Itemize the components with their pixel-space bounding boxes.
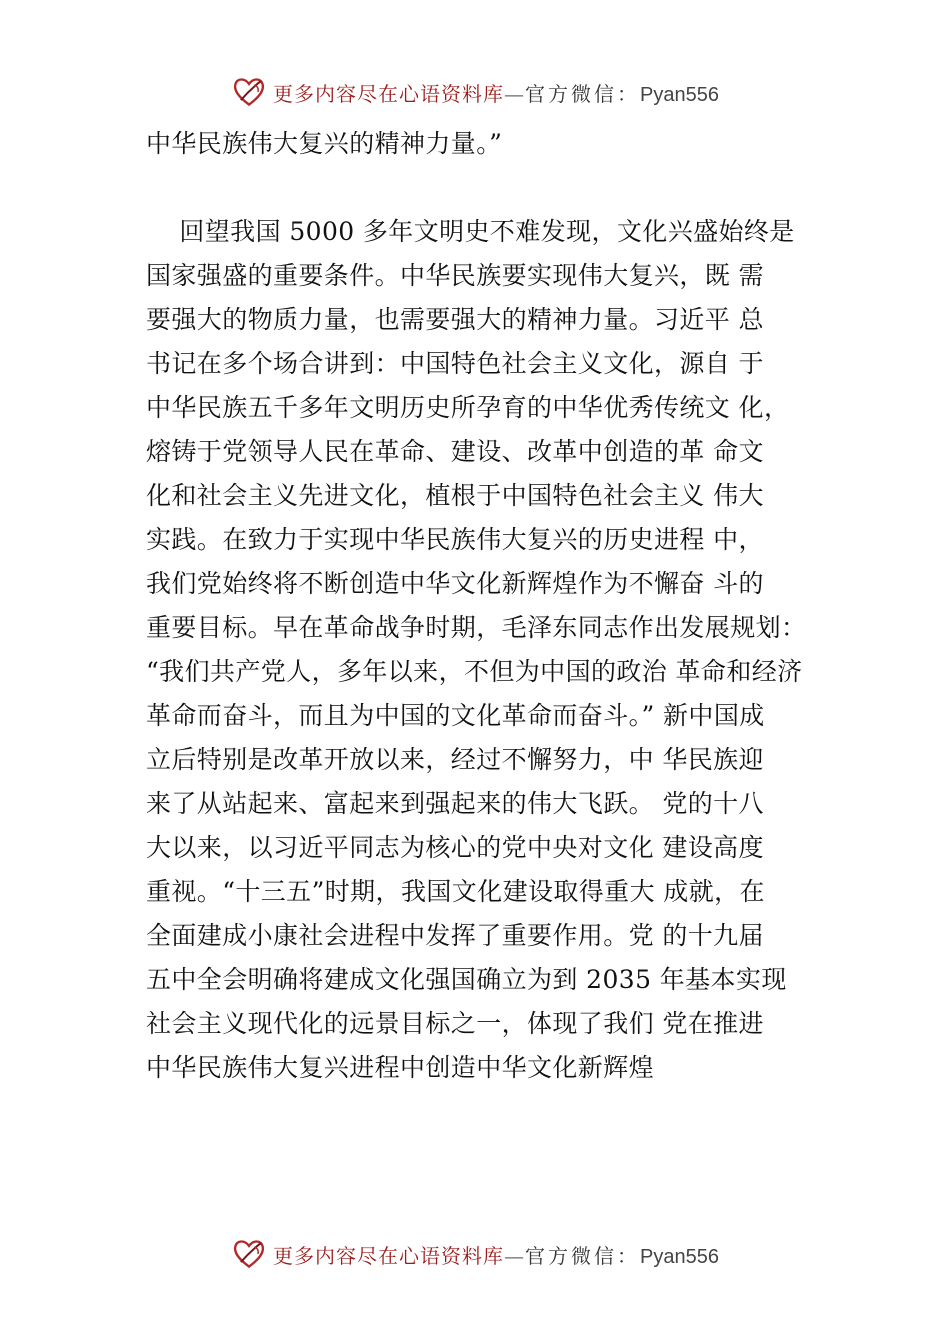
body-line: 立后特别是改革开放以来，经过不懈努力，中 华民族迎 (146, 745, 764, 774)
body-line: 来了从站起来、富起来到强起来的伟大飞跃。 党的十八 (146, 789, 764, 818)
body-line: 回望我国 5000 多年文明史不难发现，文化兴盛始终是 (146, 217, 795, 246)
watermark-wechat-id: Pyan556 (640, 83, 719, 106)
body-line: 要强大的物质力量，也需要强大的精神力量。习近平 总 (146, 305, 764, 334)
body-line: 社会主义现代化的远景目标之一，体现了我们 党在推进 (146, 1009, 764, 1038)
watermark-wechat-id: Pyan556 (640, 1245, 719, 1268)
watermark-main-text: 更多内容尽在心语资料库 (273, 81, 505, 106)
watermark-text (273, 78, 719, 107)
body-line: 五中全会明确将建成文化强国确立为到 2035 年基本实现 (146, 965, 787, 994)
heart-quill-logo-icon (231, 1236, 267, 1272)
watermark-wechat-label: 官方微信： (525, 81, 641, 106)
heart-quill-logo-icon (231, 74, 267, 110)
watermark-separator: — (504, 1243, 526, 1268)
body-line: 大以来，以习近平同志为核心的党中央对文化 建设高度 (146, 833, 764, 862)
watermark-text (273, 1240, 719, 1269)
lead-line: 中华民族伟大复兴的精神力量。” (146, 129, 503, 158)
body-line: 重视。“十三五”时期，我国文化建设取得重大 成就，在 (146, 877, 765, 906)
body-line: 全面建成小康社会进程中发挥了重要作用。党 的十九届 (146, 921, 764, 950)
body-line: 重要目标。早在革命战争时期，毛泽东同志作出发展规划： (146, 613, 807, 642)
body-line: 书记在多个场合讲到：中国特色社会主义文化，源自 于 (146, 349, 764, 378)
watermark-separator: — (504, 81, 526, 106)
watermark-wechat-label: 官方微信： (525, 1243, 641, 1268)
body-line: 中华民族五千多年文明历史所孕育的中华优秀传统文 化， (146, 393, 790, 422)
document-body (146, 122, 846, 1090)
paragraph-gap (146, 166, 846, 210)
body-line: 化和社会主义先进文化，植根于中国特色社会主义 伟大 (146, 481, 764, 510)
footer-watermark (0, 1234, 950, 1274)
body-line: 革命而奋斗，而且为中国的文化革命而奋斗。” 新中国成 (146, 701, 765, 730)
body-line: “我们共产党人，多年以来，不但为中国的政治 革命和经济 (146, 657, 803, 686)
body-line: 实践。在致力于实现中华民族伟大复兴的历史进程 中， (146, 525, 764, 554)
header-watermark (0, 72, 950, 112)
body-line: 熔铸于党领导人民在革命、建设、改革中创造的革 命文 (146, 437, 764, 466)
body-line: 我们党始终将不断创造中华文化新辉煌作为不懈奋 斗的 (146, 569, 764, 598)
body-line: 国家强盛的重要条件。中华民族要实现伟大复兴，既 需 (146, 261, 764, 290)
watermark-main-text: 更多内容尽在心语资料库 (273, 1243, 505, 1268)
body-line: 中华民族伟大复兴进程中创造中华文化新辉煌 (146, 1053, 655, 1082)
